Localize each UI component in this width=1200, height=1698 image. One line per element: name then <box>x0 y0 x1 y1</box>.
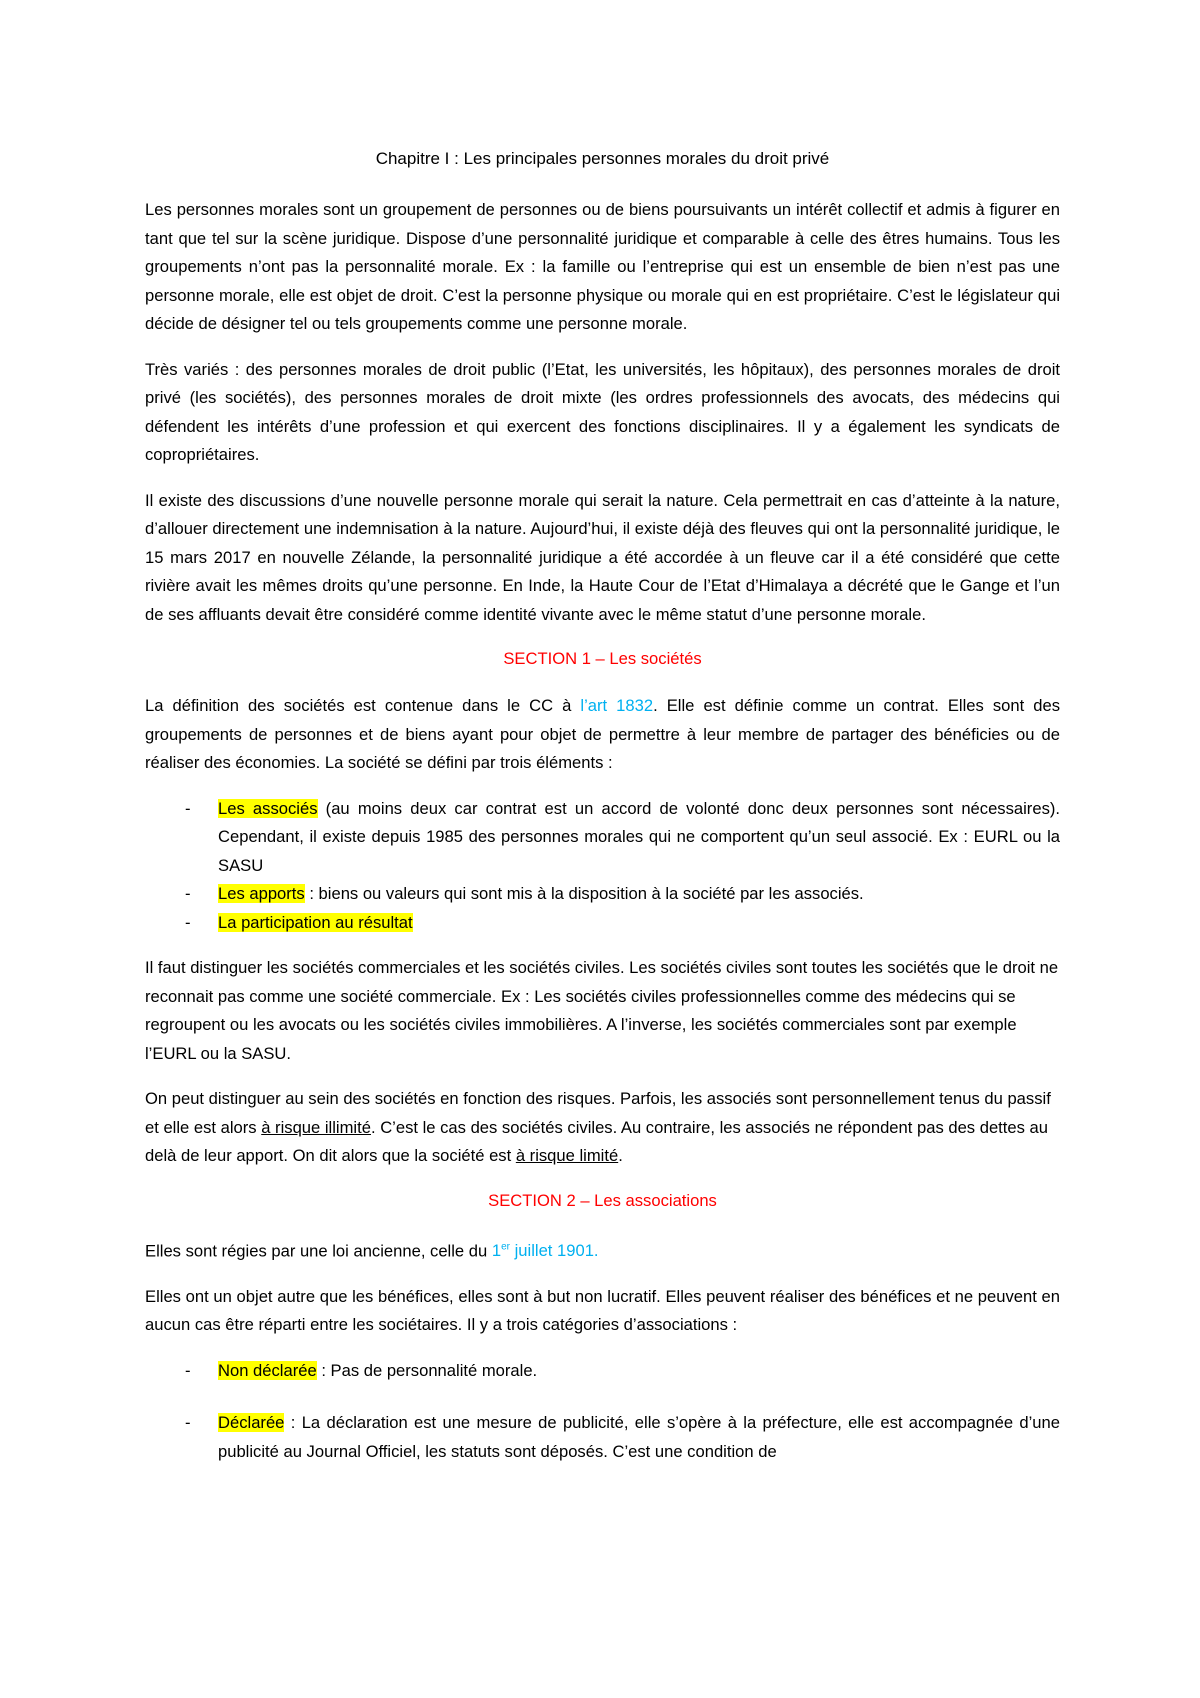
list-item-text: : La déclaration est une mesure de publicité, elle s’opère à la préfecture, elle est accompagnée d’une publicité au Journal Officiel, les statuts sont déposés. C’est une condition de <box>218 1413 1060 1461</box>
dash-bullet: - <box>185 884 191 903</box>
law-date <box>492 1241 599 1260</box>
list-item-text: (au moins deux car contrat est un accord de volonté donc deux personnes sont nécessaires). Cependant, il existe depuis 1985 des personnes morales qui ne comportent qu’un seul associé. Ex : EURL ou la SASU <box>218 798 1060 875</box>
risk-text-b: . C’est le cas des sociétés civiles. Au contraire, les associés ne répondent pas des dettes au delà de leur apport. On dit alors que la société est <box>145 1117 1048 1165</box>
risk-text-a: On peut distinguer au sein des sociétés en fonction des risques. Parfois, les associés sont personnellement tenus du passif et elle est alors <box>145 1089 1051 1137</box>
underlined-term: à risque illimité <box>261 1117 371 1137</box>
list-item <box>145 880 1060 909</box>
definition-text-start: La définition des sociétés est contenue dans le CC à <box>145 696 581 715</box>
article-reference: l’art 1832 <box>580 696 654 715</box>
risk-text-c: . <box>618 1146 623 1165</box>
law-date-rest: juillet 1901. <box>509 1241 599 1261</box>
association-categories-list <box>145 1357 1060 1467</box>
paragraph-objet: Elles ont un objet autre que les bénéfices, elles sont à but non lucratif. Elles peuvent réaliser des bénéfices et ne peuvent en aucun cas être réparti entre les sociétaires. Il y a trois catégories d’associations : <box>145 1286 1060 1335</box>
paragraph-loi <box>145 1234 1060 1266</box>
paragraph-civiles: Il faut distinguer les sociétés commerciales et les sociétés civiles. Les sociétés civiles sont toutes les sociétés que le droit ne reconnait pas comme une société commerciale. Ex : Les sociétés civiles professionnelles comme des médecins qui se regroupent ou les avocats ou les sociétés civiles immobilières. A l’inverse, les sociétés commerciales sont par exemple l’EURL ou la SASU. <box>145 958 1059 1063</box>
highlighted-term: Les associés <box>218 798 318 818</box>
list-item <box>145 909 1060 938</box>
list-item-text: : Pas de personnalité morale. <box>316 1360 538 1380</box>
law-date-sup: er <box>501 1241 510 1253</box>
chapter-title: Chapitre I : Les principales personnes morales du droit privé <box>375 149 830 168</box>
paragraph-risques <box>145 1085 1060 1171</box>
paragraph-definition <box>145 692 1060 778</box>
dash-bullet: - <box>185 912 191 932</box>
highlighted-term: Les apports <box>218 884 305 903</box>
dash-bullet: - <box>185 1360 191 1380</box>
definition-text-end: . Elle est définie comme un contrat. Elles sont des groupements de personnes et de biens ayant pour objet de permettre à leur membre de partager des bénéficies ou de réaliser des économies. La société se défini par trois éléments : <box>145 696 1061 772</box>
list-item <box>145 1357 1060 1386</box>
list-item <box>145 795 1060 881</box>
societe-elements-list <box>145 795 1060 938</box>
dash-bullet: - <box>185 798 191 818</box>
highlighted-term: Déclarée <box>218 1413 285 1433</box>
dash-bullet: - <box>185 1413 191 1433</box>
paragraph-nature: Il existe des discussions d’une nouvelle personne morale qui serait la nature. Cela permettrait en cas d’atteinte à la nature, d’allouer directement une indemnisation à la nature. Aujourd’hui, il existe déjà des fleuves qui ont la personnalité juridique, le 15 mars 2017 en nouvelle Zélande, la personnalité juridique a été accordée à un fleuve car il a été considéré que cette rivière avait les mêmes droits qu’une personne. En Inde, la Haute Cour de l’Etat d’Himalaya a décrété que le Gange et l’un de ses affluants devait être considéré comme identité vivante avec le même statut d’une personne morale. <box>145 490 1060 624</box>
section-1-title: SECTION 1 – Les sociétés <box>503 649 702 668</box>
loi-text: Elles sont régies par une loi ancienne, celle du <box>145 1241 492 1261</box>
highlighted-term: Non déclarée <box>218 1360 317 1380</box>
section-2-title: SECTION 2 – Les associations <box>488 1190 717 1210</box>
highlighted-term: La participation au résultat <box>218 912 413 932</box>
list-item <box>145 1409 1060 1466</box>
paragraph-intro: Les personnes morales sont un groupement de personnes ou de biens poursuivants un intérêt collectif et admis à figurer en tant que tel sur la scène juridique. Dispose d’une personnalité juridique et comparable à celle des êtres humains. Tous les groupements n’ont pas la personnalité morale. Ex : la famille ou l’entreprise qui est un ensemble de bien n’est pas une personne morale, elle est objet de droit. C’est la personne physique ou morale qui en est propriétaire. C’est le législateur qui décide de désigner tel ou tels groupements comme une personne morale. <box>145 200 1060 333</box>
law-date-day: 1 <box>491 1241 502 1261</box>
list-item-text: : biens ou valeurs qui sont mis à la disposition à la société par les associés. <box>304 884 864 903</box>
paragraph-varieties: Très variés : des personnes morales de droit public (l’Etat, les universités, les hôpitaux), des personnes morales de droit privé (les sociétés), des personnes morales de droit mixte (les ordres professionnels des avocats, des médecins qui défendent les intérêts d’une profession et qui exercent des fonctions disciplinaires. Il y a également les syndicats de copropriétaires. <box>145 359 1060 464</box>
underlined-term: à risque limité <box>515 1146 619 1165</box>
